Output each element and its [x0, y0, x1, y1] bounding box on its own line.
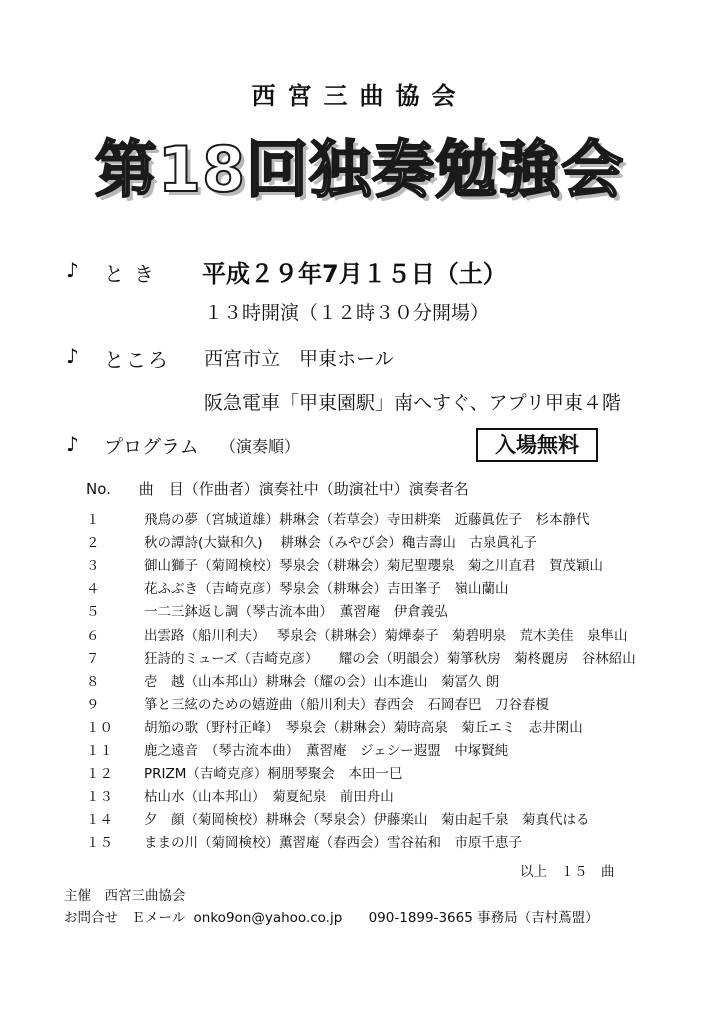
contact-phone: 090-1899-3665 事務局（吉村蔦盟） — [368, 910, 599, 926]
program-item-text: ままの川（菊岡検校）薫習庵（春西会）雪谷祐和 市原千恵子 — [144, 835, 522, 852]
music-note-icon: ♪ — [66, 344, 79, 368]
program-item-number: １１ — [86, 743, 113, 759]
program-table-header — [86, 478, 469, 499]
program-total: 以上 １５ 曲 — [520, 864, 615, 880]
program-item-text: 枯山水（山本邦山） 菊夏紀泉 前田舟山 — [144, 789, 394, 806]
event-time: １３時開演（１２時３０分開場） — [204, 302, 490, 324]
program-item — [82, 739, 508, 759]
program-item — [82, 554, 603, 574]
program-item — [82, 624, 628, 644]
program-item — [82, 831, 522, 851]
when-label: とき — [104, 262, 164, 286]
program-item-number: ３ — [86, 558, 100, 575]
contact-line — [64, 906, 599, 926]
event-date: 平成２９年7月１５日（土） — [202, 260, 507, 288]
contact-email[interactable]: onko9on@yahoo.co.jp — [193, 910, 343, 926]
program-item-number: １３ — [86, 789, 113, 806]
program-item — [82, 808, 590, 828]
program-item-text: 花ふぶき（吉崎克彦）琴泉会（耕琳会）吉田峯子 嶺山蘭山 — [144, 581, 509, 598]
program-item-text: 秋の譚詩(大嶽和久) 耕琳会（みやび会）穐吉壽山 古泉眞礼子 — [144, 535, 537, 552]
program-item — [82, 531, 537, 551]
program-item-text: 鹿之遠音 （琴古流本曲） 薫習庵 ジェシー遐盟 中塚賢純 — [144, 743, 509, 759]
program-item — [82, 785, 394, 805]
program-item-text: 壱 越（山本邦山）耕琳会（耀の会）山本進山 菊冨久 朗 — [144, 673, 500, 690]
program-item-text: PRIZM（吉崎克彦）桐朋琴聚会 本田一巳 — [144, 766, 403, 783]
header-columns: 曲 目（作曲者）演奏社中（助演社中）演奏者名 — [138, 480, 469, 498]
program-item — [82, 600, 448, 620]
sponsor: 主催 西宮三曲協会 — [64, 888, 186, 904]
program-order-note: （演奏順） — [220, 437, 301, 456]
program-item-number: ８ — [86, 673, 100, 690]
program-item-text: 箏と三絃のための嬉遊曲（船川利夫）春西会 石岡春巴 刀谷春榎 — [144, 696, 549, 713]
program-item-number: １０ — [86, 719, 113, 736]
program-item-text: 御山獅子（菊岡検校）琴泉会（耕琳会）菊尼聖瓔泉 菊之川直君 賀茂穎山 — [144, 558, 603, 575]
program-item-text: 出雲路（船川利夫） 琴泉会（耕琳会）菊燁泰子 菊碧明泉 荒木美佳 泉隼山 — [144, 627, 628, 644]
program-item-text: 胡笳の歌（野村正峰） 琴泉会（耕琳会）菊時高泉 菊丘エミ 志井閑山 — [144, 719, 583, 736]
contact-label: お問合せ Ｅメール — [64, 910, 186, 926]
program-item — [82, 670, 499, 690]
program-item-text: 狂詩的ミューズ（吉崎克彦） 耀の会（明韻会）菊箏秋房 菊柊麗房 谷林紹山 — [144, 650, 636, 667]
header-number: No. — [86, 480, 111, 498]
program-item-text: 一二三鉢返し調（琴古流本曲） 薫習庵 伊倉義弘 — [144, 604, 448, 621]
organization-name: 西宮三曲協会 — [251, 82, 468, 110]
program-item — [82, 693, 549, 713]
program-item-number: ２ — [86, 535, 100, 552]
program-item-number: １５ — [86, 835, 113, 852]
program-item-number: ５ — [86, 604, 100, 621]
program-item — [82, 577, 509, 597]
program-item-text: 飛鳥の夢（宮城道雄）耕琳会（若草会）寺田耕楽 近藤眞佐子 杉本静代 — [144, 512, 590, 528]
program-item-number: １４ — [86, 812, 113, 829]
program-label: プログラム — [104, 436, 199, 458]
program-item-number: ７ — [86, 650, 100, 667]
program-item — [82, 647, 636, 667]
venue-access: 阪急電車「甲東園駅」南へすぐ、アプリ甲東４階 — [204, 392, 621, 414]
free-admission-badge: 入場無料 — [476, 428, 598, 462]
program-item — [82, 508, 590, 528]
program-item-number: ４ — [86, 581, 100, 598]
program-item — [82, 716, 583, 736]
program-item — [82, 762, 402, 782]
program-item-text: 夕 顔（菊岡検校）耕琳会（琴泉会）伊藤楽山 菊由起千泉 菊真代はる — [144, 812, 590, 829]
program-item-number: ６ — [86, 627, 100, 644]
where-label: ところ — [104, 348, 170, 372]
venue-name: 西宮市立 甲東ホール — [204, 348, 394, 370]
program-item-number: １２ — [86, 766, 113, 783]
event-title: 第18回独奏勉強会 — [94, 133, 625, 206]
music-note-icon: ♪ — [66, 258, 79, 282]
program-item-number: ９ — [86, 696, 100, 713]
program-item-number: １ — [86, 512, 100, 528]
music-note-icon: ♪ — [66, 432, 79, 456]
